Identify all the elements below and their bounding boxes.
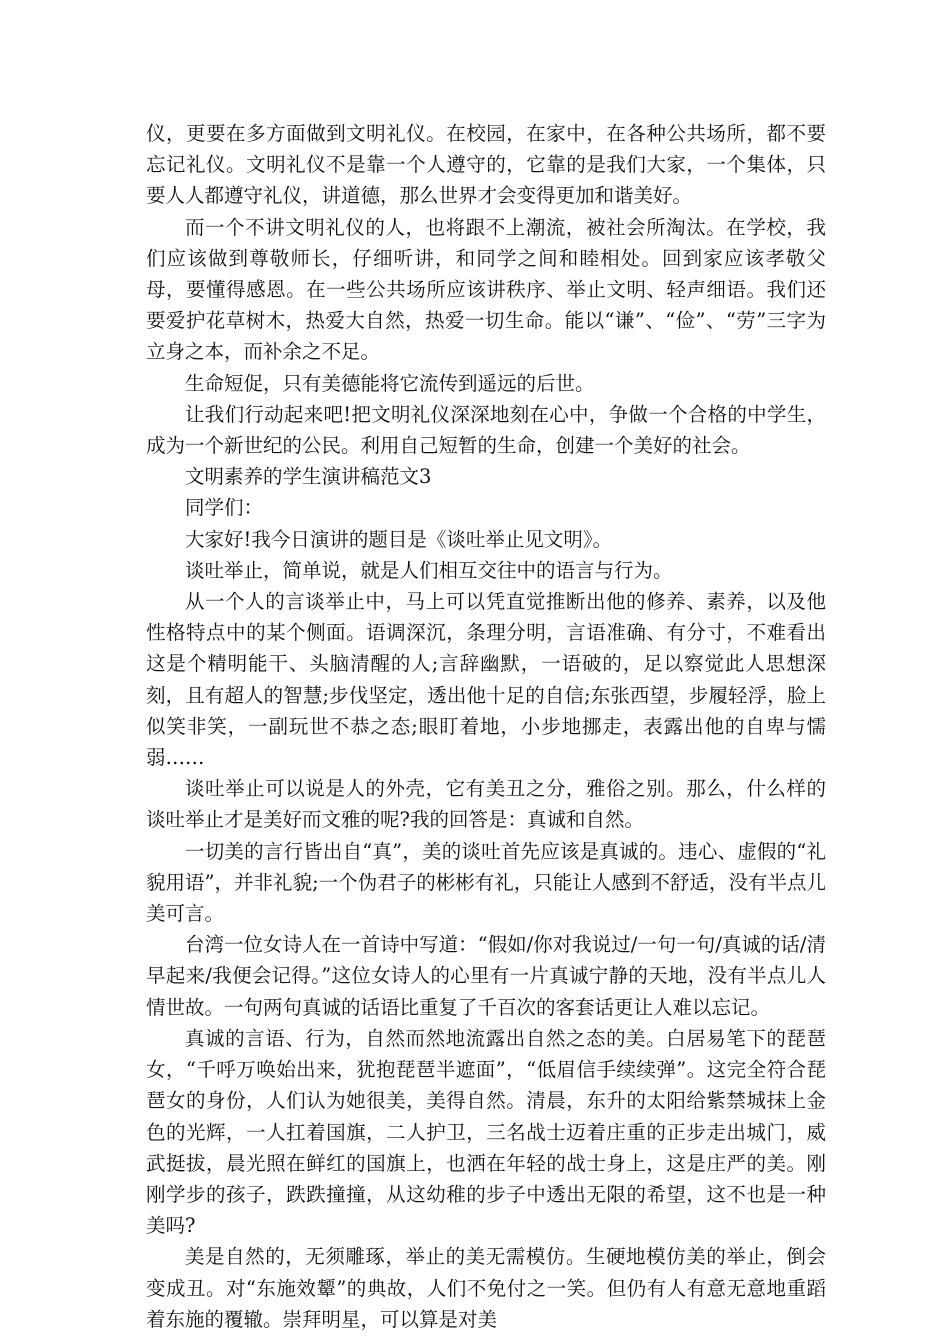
paragraph: 谈吐举止可以说是人的外壳，它有美丑之分，雅俗之别。那么，什么样的谈吐举止才是美好而文雅的呢?我的回答是：真诚和自然。 (146, 777, 826, 832)
document-page (146, 118, 826, 1335)
paragraph: 让我们行动起来吧!把文明礼仪深深地刻在心中，争做一个合格的中学生，成为一个新世纪的公民。利用自己短暂的生命，创建一个美好的社会。 (146, 402, 826, 458)
paragraph: 台湾一位女诗人在一首诗中写道：“假如/你对我说过/一句一句/真诚的话/清早起来/我便会记得。”这位女诗人的心里有一片真诚宁静的天地，没有半点儿人情世故。一句两句真诚的话语比重复了千百次的客套话更让人难以忘记。 (146, 933, 826, 1019)
paragraph: 从一个人的言谈举止中，马上可以凭直觉推断出他的修养、素养，以及他性格特点中的某个侧面。语调深沉，条理分明，言语准确、有分寸，不难看出这是个精明能干、头脑清醒的人;言辞幽默，一语破的，足以察觉此人思想深刻，且有超人的智慧;步伐坚定，透出他十足的自信;东张西望，步履轻浮，脸上似笑非笑，一副玩世不恭之态;眼盯着地，小步地挪走，表露出他的自卑与懦弱…… (146, 590, 826, 770)
paragraph: 美是自然的，无须雕琢，举止的美无需模仿。生硬地模仿美的举止，倒会变成丑。对“东施效颦”的典故，人们不免付之一笑。但仍有人有意无意地重蹈着东施的覆辙。崇拜明星，可以算是对美 (146, 1245, 826, 1331)
paragraph: 一切美的言行皆出自“真”，美的谈吐首先应该是真诚的。违心、虚假的“礼貌用语”，并非礼貌;一个伪君子的彬彬有礼，只能让人感到不舒适，没有半点儿美可言。 (146, 839, 826, 926)
paragraph: 而一个不讲文明礼仪的人，也将跟不上潮流，被社会所淘汰。在学校，我们应该做到尊敬师长，仔细听讲，和同学之间和睦相处。回到家应该孝敬父母，要懂得感恩。在一些公共场所应该讲秩序、举止文明、轻声细语。我们还要爱护花草树木，热爱大自然，热爱一切生命。能以“谦”、“俭”、“劳”三字为立身之本，而补余之不足。 (146, 215, 826, 364)
section-title: 文明素养的学生演讲稿范文3 (185, 465, 432, 489)
paragraph: 真诚的言语、行为，自然而然地流露出自然之态的美。白居易笔下的琵琶女，“千呼万唤始出来，犹抱琵琶半遮面”，“低眉信手续续弹”。这完全符合琵琶女的身份，人们认为她很美，美得自然。清晨，东升的太阳给紫禁城抹上金色的光辉，一人扛着国旗，二人护卫，三名战士迈着庄重的正步走出城门，威武挺拔，晨光照在鲜红的国旗上，也洒在年轻的战士身上，这是庄严的美。刚刚学步的孩子，跌跌撞撞，从这幼稚的步子中透出无限的希望，这不也是一种美吗? (146, 1026, 826, 1238)
paragraph: 生命短促，只有美德能将它流传到遥远的后世。 (185, 371, 595, 395)
paragraph-continuation: 仪，更要在多方面做到文明礼仪。在校园，在家中，在各种公共场所，都不要忘记礼仪。文明礼仪不是靠一个人遵守的，它靠的是我们大家，一个集体，只要人人都遵守礼仪，讲道德，那么世界才会变得更加和谐美好。 (146, 122, 826, 208)
paragraph: 大家好!我今日演讲的题目是《谈吐举止见文明》。 (185, 527, 613, 551)
salutation: 同学们： (185, 496, 264, 520)
paragraph: 谈吐举止，简单说，就是人们相互交往中的语言与行为。 (185, 558, 673, 582)
